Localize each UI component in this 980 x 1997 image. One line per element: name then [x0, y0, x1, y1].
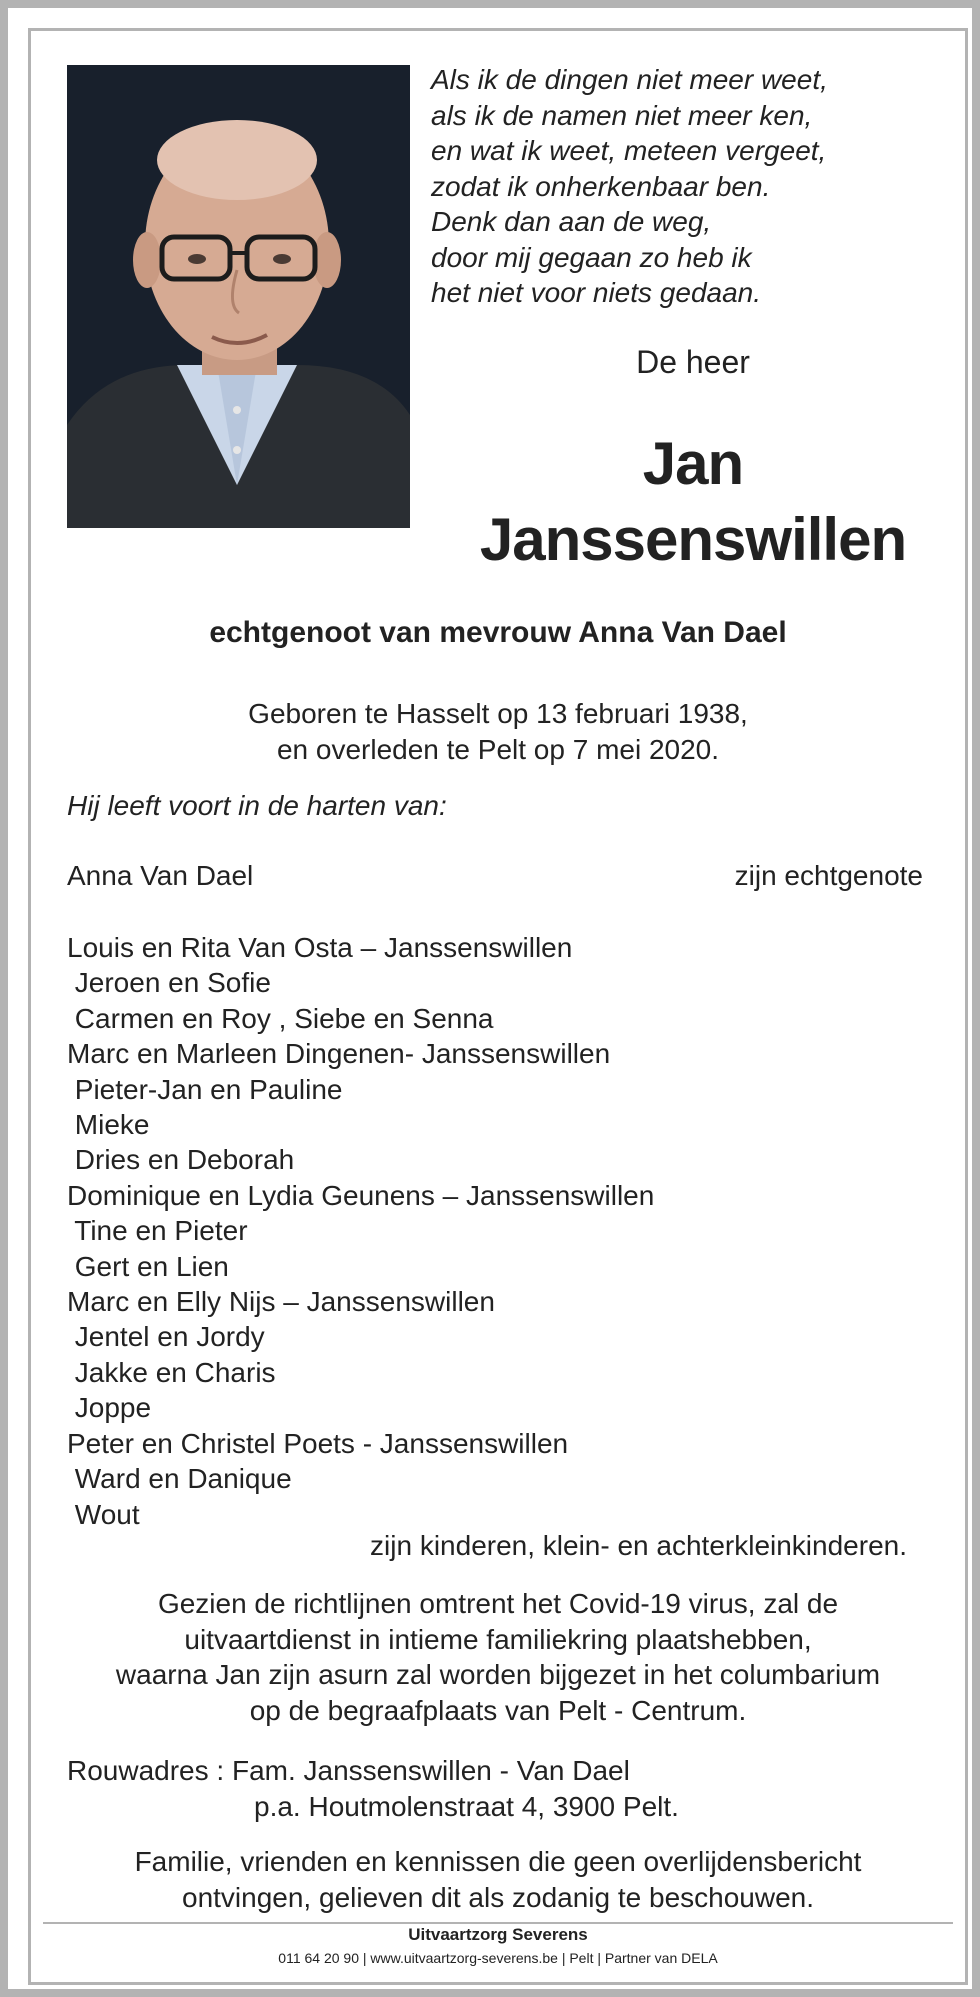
poem-line: Denk dan aan de weg,	[431, 206, 712, 237]
poem-line: zodat ik onherkenbaar ben.	[431, 170, 771, 202]
poem-line: en wat ik weet, meteen vergeet,	[431, 135, 827, 166]
poem-line: het niet voor niets gedaan.	[431, 277, 762, 308]
mourning-address	[67, 1753, 679, 1825]
family-member: Jentel en Jordy	[67, 1321, 265, 1353]
family-member: Wout	[67, 1498, 140, 1530]
family-member: Carmen en Roy , Siebe en Senna	[67, 1002, 494, 1034]
poem-line: door mij gegaan zo heb ik	[431, 241, 752, 273]
covid-notice	[8, 1586, 980, 1728]
deceased-last-name: Janssenswillen	[479, 506, 907, 573]
death-line: en overleden te Pelt op 7 mei 2020.	[276, 734, 720, 765]
family-member: Louis en Rita Van Osta – Janssenswillen	[67, 932, 573, 963]
birth-death-info	[8, 696, 980, 768]
lives-on-heading: Hij leeft voort in de harten van:	[67, 790, 447, 821]
address-line: p.a. Houtmolenstraat 4, 3900 Pelt.	[254, 1791, 679, 1822]
wife-name: Anna Van Dael	[67, 860, 254, 891]
family-member: Mieke	[67, 1109, 150, 1141]
family-member: Jeroen en Sofie	[67, 967, 271, 999]
covid-line: Gezien de richtlijnen omtrent het Covid-19 virus, zal de	[157, 1588, 839, 1619]
family-member: Peter en Christel Poets - Janssenswillen	[67, 1427, 569, 1459]
family-member: Marc en Marleen Dingenen- Janssenswillen	[67, 1038, 611, 1070]
birth-line: Geboren te Hasselt op 13 februari 1938,	[248, 698, 748, 729]
family-member: Pieter-Jan en Pauline	[67, 1073, 343, 1105]
portrait-photo	[67, 65, 410, 528]
covid-line: uitvaartdienst in intieme familiekring plaatshebben,	[184, 1623, 812, 1655]
address-line: Rouwadres : Fam. Janssenswillen - Van Dael	[67, 1755, 630, 1786]
family-member: Jakke en Charis	[67, 1356, 276, 1388]
family-member: Dominique en Lydia Geunens – Janssenswillen	[67, 1179, 655, 1211]
footer-divider	[43, 1922, 953, 1924]
wife-role: zijn echtgenote	[734, 860, 923, 891]
deceased-first-name: Jan	[642, 430, 744, 497]
poem-line: als ik de namen niet meer ken,	[431, 99, 813, 131]
poem	[431, 62, 951, 311]
closing-notice	[8, 1844, 980, 1916]
family-member: Dries en Deborah	[67, 1144, 295, 1176]
family-member: Marc en Elly Nijs – Janssenswillen	[67, 1286, 495, 1318]
family-member: Tine en Pieter	[67, 1215, 248, 1247]
family-list	[67, 930, 654, 1532]
family-role: zijn kinderen, klein- en achterkleinkinderen.	[370, 1530, 907, 1561]
salutation: De heer	[636, 344, 750, 380]
family-member: Ward en Danique	[67, 1463, 292, 1495]
covid-line: waarna Jan zijn asurn zal worden bijgezet in het columbarium	[115, 1659, 881, 1690]
funeral-home-name: Uitvaartzorg Severens	[408, 1925, 588, 1944]
funeral-home-contact: 011 64 20 90 | www.uitvaartzorg-severens.be | Pelt | Partner van DELA	[278, 1950, 718, 1966]
poem-line: Als ik de dingen niet meer weet,	[431, 64, 828, 95]
notice-line: ontvingen, gelieven dit als zodanig te beschouwen.	[182, 1882, 814, 1913]
family-member: Joppe	[67, 1392, 152, 1424]
spouse-line: echtgenoot van mevrouw Anna Van Dael	[209, 616, 787, 649]
family-member: Gert en Lien	[67, 1250, 229, 1282]
covid-line: op de begraafplaats van Pelt - Centrum.	[249, 1694, 747, 1726]
wife-row	[67, 860, 923, 892]
notice-line: Familie, vrienden en kennissen die geen overlijdensbericht	[134, 1846, 862, 1877]
portrait-illustration	[67, 65, 410, 528]
